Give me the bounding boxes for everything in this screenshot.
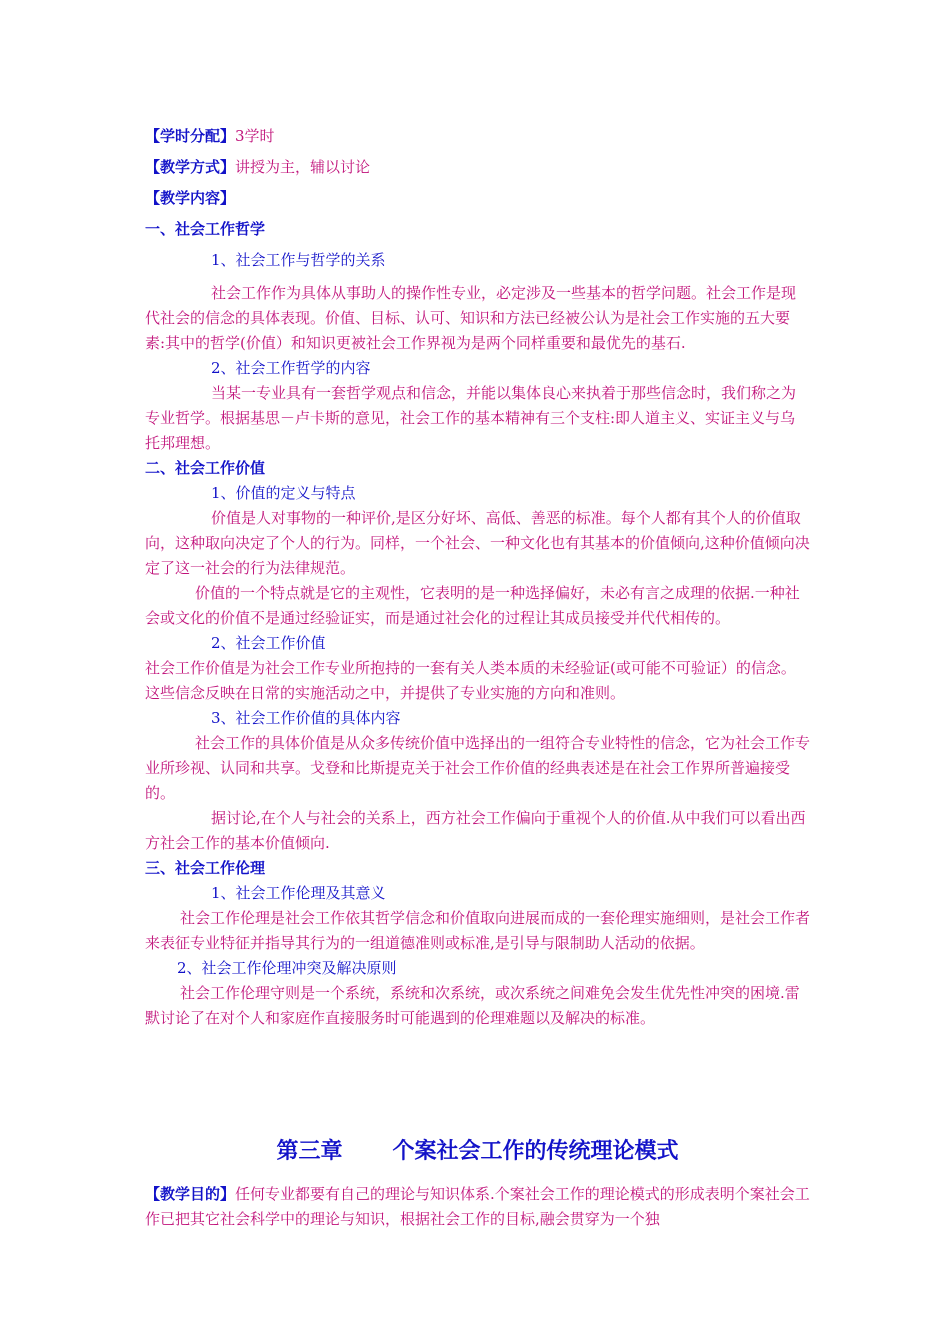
purpose-label: 【教学目的】 bbox=[145, 1185, 236, 1203]
section-2-para-1: 价值是人对事物的一种评价,是区分好坏、高低、善恶的标准。每个人都有其个人的价值取向，这种取向决定了个人的行为。同样，一个社会、一种文化也有其基本的价值倾向,这种价值倾向决定了这一社会的行为法律规范。 bbox=[145, 509, 810, 577]
hours-label: 【学时分配】 bbox=[145, 127, 236, 145]
section-3-title: 三、社会工作伦理 bbox=[145, 859, 266, 877]
section-3-sub-1: 1、社会工作伦理及其意义 bbox=[211, 884, 386, 902]
section-3-sub-2: 2、社会工作伦理冲突及解决原则 bbox=[177, 959, 397, 977]
content-label: 【教学内容】 bbox=[145, 189, 236, 207]
teaching-purpose bbox=[145, 1182, 810, 1232]
section-1-para-2: 当某一专业具有一套哲学观点和信念，并能以集体良心来执着于那些信念时，我们称之为专业哲学。根据基思－卢卡斯的意见，社会工作的基本精神有三个支柱:即人道主义、实证主义与乌托邦理想。 bbox=[145, 384, 797, 452]
document-body bbox=[145, 124, 810, 1031]
section-3-para-2: 社会工作伦理守则是一个系统，系统和次系统，或次系统之间难免会发生优先性冲突的困境.雷默讨论了在对个人和家庭作直接服务时可能遇到的伦理难题以及解决的标准。 bbox=[145, 984, 800, 1027]
method-label: 【教学方式】 bbox=[145, 158, 236, 176]
section-2-para-2: 价值的一个特点就是它的主观性，它表明的是一种选择偏好，未必有言之成理的依据.一种社会或文化的价值不是通过经验证实，而是通过社会化的过程让其成员接受并代代相传的。 bbox=[145, 584, 800, 627]
section-2-sub-3: 3、社会工作价值的具体内容 bbox=[211, 709, 401, 727]
method-line bbox=[145, 155, 810, 180]
section-2-title: 二、社会工作价值 bbox=[145, 459, 266, 477]
section-2-para-5: 据讨论,在个人与社会的关系上，西方社会工作偏向于重视个人的价值.从中我们可以看出西方社会工作的基本价值倾向. bbox=[145, 809, 806, 852]
section-2-para-3: 社会工作价值是为社会工作专业所抱持的一套有关人类本质的未经验证(或可能不可验证）的信念。这些信念反映在日常的实施活动之中，并提供了专业实施的方向和准则。 bbox=[145, 659, 796, 702]
section-1-para-1: 社会工作作为具体从事助人的操作性专业，必定涉及一些基本的哲学问题。社会工作是现代社会的信念的具体表现。价值、目标、认可、知识和方法已经被公认为是社会工作实施的五大要素:其中的哲学(价值）和知识更被社会工作界视为是两个同样重要和最优先的基石. bbox=[145, 284, 797, 352]
hours-line bbox=[145, 124, 810, 149]
section-2-para-4: 社会工作的具体价值是从众多传统价值中选择出的一组符合专业特性的信念，它为社会工作专业所珍视、认同和共享。戈登和比斯提克关于社会工作价值的经典表述是在社会工作界所普遍接受的。 bbox=[145, 734, 811, 802]
section-2-sub-1: 1、价值的定义与特点 bbox=[211, 484, 356, 502]
section-3-para-1: 社会工作伦理是社会工作依其哲学信念和价值取向进展而成的一套伦理实施细则，是社会工作者来表征专业特征并指导其行为的一组道德准则或标准,是引导与限制助人活动的依据。 bbox=[145, 909, 811, 952]
section-1-title: 一、社会工作哲学 bbox=[145, 220, 266, 238]
hours-value: 3学时 bbox=[235, 127, 275, 145]
chapter-number: 第三章 bbox=[276, 1138, 343, 1164]
section-1-sub-2: 2、社会工作哲学的内容 bbox=[211, 359, 371, 377]
section-2-sub-2: 2、社会工作价值 bbox=[211, 634, 326, 652]
chapter-title: 个案社会工作的传统理论模式 bbox=[392, 1138, 679, 1164]
chapter-heading bbox=[145, 1136, 810, 1166]
purpose-text: 任何专业都要有自己的理论与知识体系.个案社会工作的理论模式的形成表明个案社会工作已把其它社会科学中的理论与知识，根据社会工作的目标,融会贯穿为一个独 bbox=[145, 1185, 810, 1228]
section-1-sub-1: 1、社会工作与哲学的关系 bbox=[211, 251, 386, 269]
method-value: 讲授为主，辅以讨论 bbox=[235, 158, 371, 176]
